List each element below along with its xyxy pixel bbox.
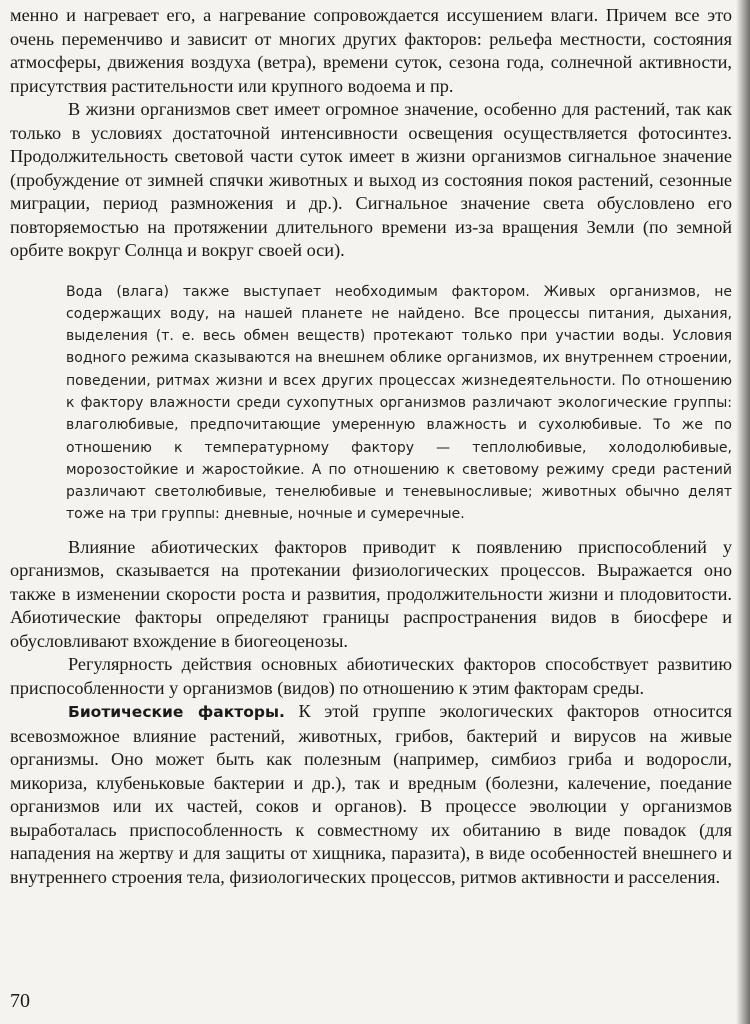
paragraph-light: В жизни организмов свет имеет огромное значение, особенно для растений, так как только в условиях достаточной интенсивности освещения осуществляется фотосинтез. Продолжительность световой части суток имеет в жизни организмов сигнальное значение (пробуждение от зимней спячки животных и выход из состояния покоя растений, сезонные миграции, период размножения и др.). Сигнальное значение света обусловлено его повторяемостью на протяжении длительного времени из-за вращения Земли (по земной орбите вокруг Солнца и вокруг своей оси). <box>10 99 732 260</box>
page-number: 70 <box>10 990 30 1012</box>
paragraph-water-sidebar: Вода (влага) также выступает необходимым фактором. Живых организмов, не содержащих воду, на нашей планете не найдено. Все процессы питания, дыхания, выделения (т. е. весь обмен веществ) протекают только при участии воды. Условия водного режима сказываются на внешнем облике организмов, их внутреннем строении, поведении, ритмах жизни и всех других процессах жизнедеятельности. По отношению к фактору влажности среди сухопутных организмов различают экологические группы: влаголюбивые, предпочитающие умеренную влажность и сухолюбивые. То же по отношению к температурному фактору — теплолюбивые, холодолюбивые, морозостойкие и жаростойкие. А по отношению к световому режиму среди растений различают светолюбивые, тенелюбивые и теневыносливые; животных обычно делят тоже на три группы: дневные, ночные и сумеречные. <box>66 283 732 523</box>
biotic-factors-text: К этой группе экологических факторов относится всевозможное влияние растений, животных, грибов, бактерий и вирусов на живые организмы. Оно может быть как полезным (например, симбиоз гриба и водоросли, микориза, клубеньковые бактерии и др.), так и вредным (болезни, калечение, поедание организмов или их частей, соков и органов). В процессе эволюции у организмов выработалась приспособленность к совместному их обитанию в виде повадок (для нападения на жертву и для защиты от хищника, паразита), в виде особенностей внешнего и внутреннего строения тела, физиологических процессов, ритмов активности и расселения. <box>10 701 732 887</box>
paragraph-biotic-factors <box>10 700 732 889</box>
page-edge-shadow <box>736 0 750 1024</box>
paragraph-intro-continuation: менно и нагревает его, а нагревание сопровождается иссушением влаги. Причем все это очень переменчиво и зависит от многих других факторов: рельефа местности, состояния атмосферы, движения воздуха (ветра), времени суток, сезона года, солнечной активности, присутствия растительности или крупного водоема и пр. <box>10 5 732 96</box>
paragraph-abiotic-influence: Влияние абиотических факторов приводит к появлению приспособлений у организмов, сказывается на протекании физиологических процессов. Выражается оно также в изменении скорости роста и развития, продолжительности жизни и плодовитости. Абиотические факторы определяют границы распространения видов в биосфере и обусловливают вхождение в биогеоценозы. <box>10 536 732 651</box>
paragraph-regularity: Регулярность действия основных абиотических факторов способствует развитию приспособленности у организмов (видов) по отношению к этим факторам среды. <box>10 654 732 698</box>
biotic-factors-heading: Биотические факторы. <box>68 703 285 722</box>
